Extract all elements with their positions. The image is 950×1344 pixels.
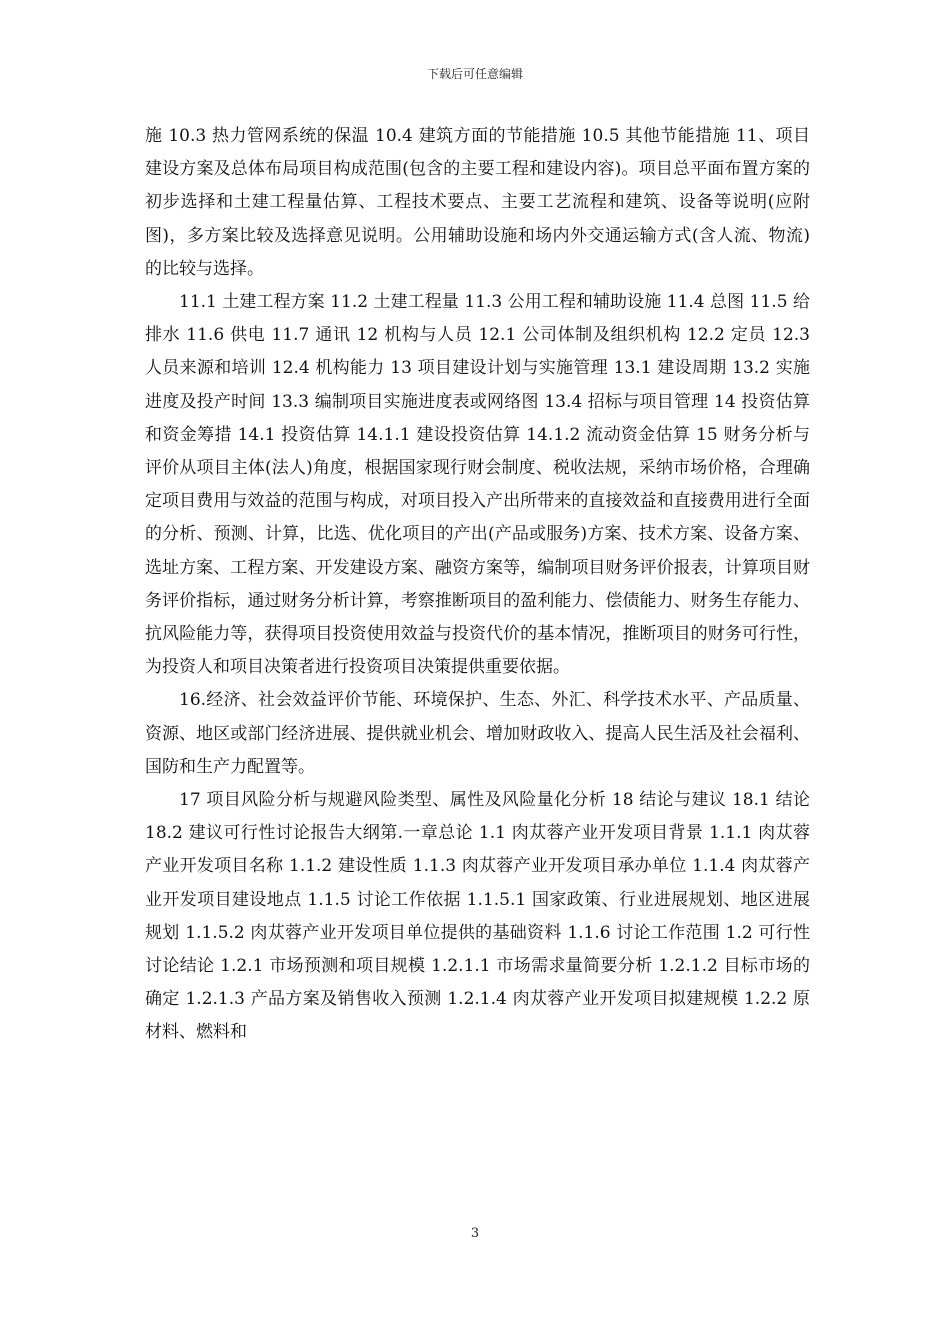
paragraph-risk-and-outline: 17 项目风险分析与规避风险类型、属性及风险量化分析 18 结论与建议 18.1 结论 18.2 建议可行性讨论报告大纲第.一章总论 1.1 肉苁蓉产业开发项目背景 1.1.1 肉苁蓉产业开发项目名称 1.1.2 建设性质 1.1.3 肉苁蓉产业开发项目承办单位 1.1.4 肉苁蓉产业开发项目建设地点 1.1.5 讨论工作依据 1.1.5.1 国家政策、行业进展规划、地区进展规划 1.1.5.2 肉苁蓉产业开发项目单位提供的基础资料 1.1.6 讨论工作范围 1.2 可行性讨论结论 1.2.1 市场预测和项目规模 1.2.1.1 市场需求量简要分析 1.2.1.2 目标市场的确定 1.2.1.3 产品方案及销售收入预测 1.2.1.4 肉苁蓉产业开发项目拟建规模 1.2.2 原材料、燃料和 [145,790,810,1043]
paragraph-continuation: 施 10.3 热力管网系统的保温 10.4 建筑方面的节能措施 10.5 其他节能措施 11、项目建设方案及总体布局项目构成范围(包含的主要工程和建设内容)。项目总平面布置方案的初步选择和土建工程量估算、工程技术要点、主要工艺流程和建筑、设备等说明(应附图)，多方案比较及选择意见说明。公用辅助设施和场内外交通运输方式(含人流、物流)的比较与选择。 [145,126,810,279]
paragraph-outline-11-15: 11.1 土建工程方案 11.2 土建工程量 11.3 公用工程和辅助设施 11.4 总图 11.5 给排水 11.6 供电 11.7 通讯 12 机构与人员 12.1 公司体制及组织机构 12.2 定员 12.3 人员来源和培训 12.4 机构能力 13 项目建设计划与实施管理 13.1 建设周期 13.2 实施进度及投产时间 13.3 编制项目实施进度表或网络图 13.4 招标与项目管理 14 投资估算和资金筹措 14.1 投资估算 14.1.1 建设投资估算 14.1.2 流动资金估算 15 财务分析与评价从项目主体(法人)角度，根据国家现行财会制度、税收法规，采纳市场价格，合理确定项目费用与效益的范围与构成，对项目投入产出所带来的直接效益和直接费用进行全面的分析、预测、计算，比选、优化项目的产出(产品或服务)方案、技术方案、设备方案、选址方案、工程方案、开发建设方案、融资方案等，编制项目财务评价报表，计算项目财务评价指标，通过财务分析计算，考察推断项目的盈利能力、偿债能力、财务生存能力、抗风险能力等，获得项目投资使用效益与投资代价的基本情况，推断项目的财务可行性，为投资人和项目决策者进行投资项目决策提供重要依据。 [145,292,810,678]
paragraph-benefit-evaluation: 16.经济、社会效益评价节能、环境保护、生态、外汇、科学技术水平、产品质量、资源、地区或部门经济进展、提供就业机会、增加财政收入、提高人民生活及社会福利、国防和生产力配置等。 [145,690,810,777]
document-body [145,120,810,1050]
page-number: 3 [470,1226,480,1241]
page-header: 下载后可任意编辑 [426,67,523,81]
